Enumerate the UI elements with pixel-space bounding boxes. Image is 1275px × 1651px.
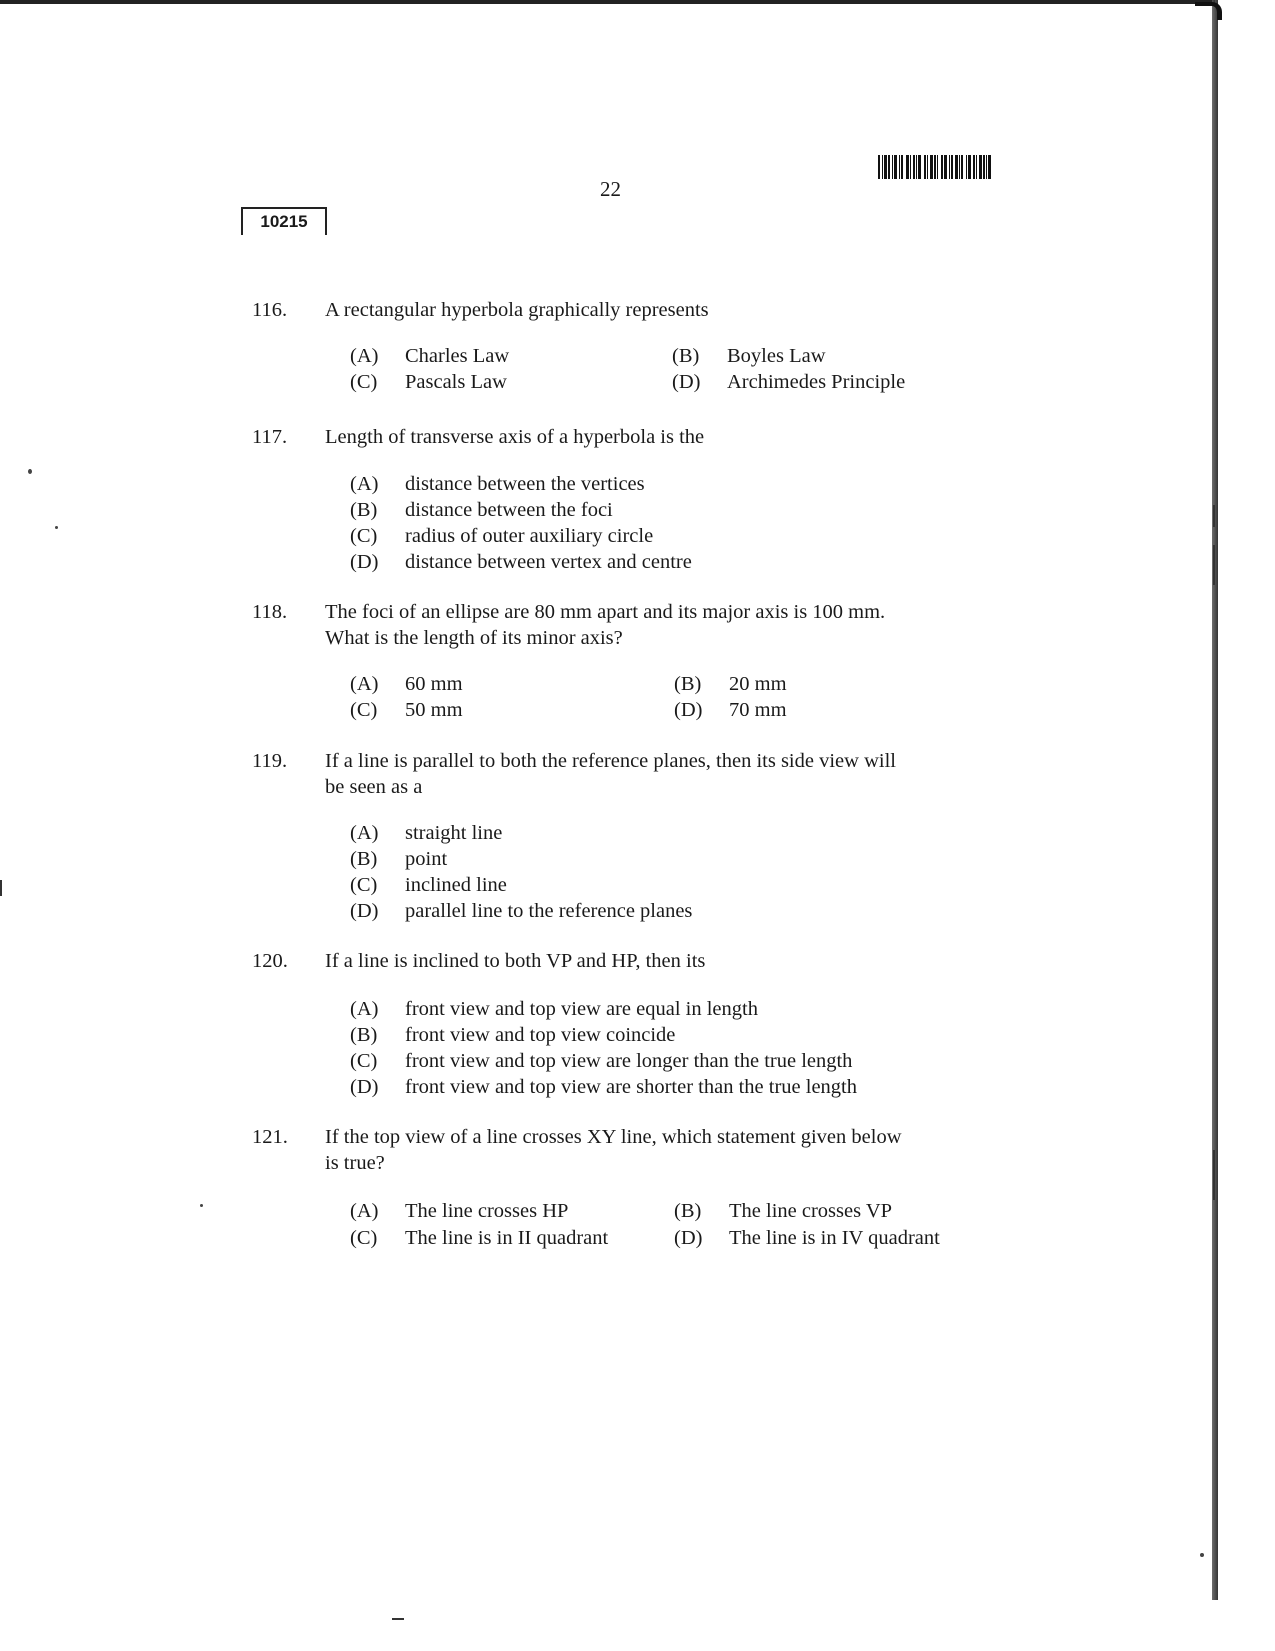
question-number: 120. (252, 950, 288, 972)
option-label: (D) (350, 900, 379, 922)
option-label: (D) (350, 551, 379, 573)
option-label: (B) (350, 1024, 378, 1046)
option-label: (B) (350, 848, 378, 870)
option-text: 70 mm (729, 699, 787, 721)
option-a[interactable] (350, 820, 502, 846)
scan-speck (1200, 1553, 1204, 1557)
barcode-icon (878, 155, 1019, 179)
question-number: 117. (252, 426, 288, 448)
option-text: Pascals Law (405, 371, 507, 393)
option-d[interactable] (674, 697, 787, 723)
option-text: inclined line (405, 874, 507, 896)
option-label: (A) (350, 345, 379, 367)
option-text: parallel line to the reference planes (405, 900, 693, 922)
option-text: distance between the foci (405, 499, 613, 521)
scan-speck (200, 1204, 203, 1207)
option-label: (A) (350, 998, 379, 1020)
option-text: 20 mm (729, 673, 787, 695)
option-text: point (405, 848, 448, 870)
option-text: The line is in II quadrant (405, 1227, 609, 1249)
scan-speck (55, 526, 58, 529)
option-d[interactable] (350, 1074, 857, 1100)
option-text: The line is in IV quadrant (729, 1227, 940, 1249)
page-corner-fold (1195, 2, 1222, 20)
option-label: (A) (350, 822, 379, 844)
scan-mark (0, 880, 2, 896)
question-text-line-1: The foci of an ellipse are 80 mm apart and its major axis is 100 mm. (325, 601, 886, 623)
option-text: Boyles Law (727, 345, 826, 367)
paper-code: 10215 (241, 207, 327, 235)
option-a[interactable] (350, 1198, 568, 1224)
right-edge-shadow (1212, 0, 1218, 1600)
option-label: (D) (674, 1227, 703, 1249)
option-label: (B) (672, 345, 700, 367)
option-text: radius of outer auxiliary circle (405, 525, 654, 547)
question-text: If a line is inclined to both VP and HP, then its (325, 950, 706, 972)
option-text: Archimedes Principle (727, 371, 906, 393)
option-b[interactable] (674, 671, 787, 697)
option-text: front view and top view are longer than the true length (405, 1050, 853, 1072)
option-b[interactable] (350, 497, 613, 523)
option-label: (B) (674, 673, 702, 695)
option-d[interactable] (674, 1225, 940, 1251)
question-number: 119. (252, 750, 288, 772)
option-label: (D) (672, 371, 701, 393)
option-text: front view and top view are shorter than the true length (405, 1076, 857, 1098)
option-d[interactable] (350, 549, 692, 575)
option-c[interactable] (350, 1225, 608, 1251)
option-label: (C) (350, 1227, 378, 1249)
option-a[interactable] (350, 471, 645, 497)
option-c[interactable] (350, 872, 507, 898)
option-label: (B) (674, 1200, 702, 1222)
option-c[interactable] (350, 369, 507, 395)
option-label: (A) (350, 673, 379, 695)
option-label: (C) (350, 525, 378, 547)
scan-mark (1213, 505, 1215, 527)
page-number: 22 (600, 177, 621, 201)
question-number: 121. (252, 1126, 288, 1148)
top-edge-line (0, 0, 1215, 4)
option-d[interactable] (350, 898, 692, 924)
option-b[interactable] (350, 846, 447, 872)
option-b[interactable] (350, 1022, 675, 1048)
option-label: (A) (350, 473, 379, 495)
option-a[interactable] (350, 671, 463, 697)
option-a[interactable] (350, 343, 509, 369)
option-label: (A) (350, 1200, 379, 1222)
option-label: (D) (674, 699, 703, 721)
option-text: The line crosses HP (405, 1200, 569, 1222)
option-label: (B) (350, 499, 378, 521)
option-text: front view and top view coincide (405, 1024, 676, 1046)
option-label: (C) (350, 371, 378, 393)
question-number: 118. (252, 601, 288, 623)
option-b[interactable] (674, 1198, 892, 1224)
option-a[interactable] (350, 996, 758, 1022)
option-label: (D) (350, 1076, 379, 1098)
scan-mark (1213, 545, 1215, 585)
question-text: Length of transverse axis of a hyperbola is the (325, 426, 705, 448)
scan-mark (1213, 1150, 1215, 1200)
option-text: 50 mm (405, 699, 463, 721)
option-c[interactable] (350, 1048, 852, 1074)
question-text-line-1: If a line is parallel to both the reference planes, then its side view will (325, 750, 896, 772)
option-label: (C) (350, 1050, 378, 1072)
scan-mark (392, 1618, 404, 1620)
option-b[interactable] (672, 343, 826, 369)
option-text: front view and top view are equal in length (405, 998, 758, 1020)
question-text-line-2: be seen as a (325, 776, 423, 798)
question-text: A rectangular hyperbola graphically represents (325, 299, 709, 321)
option-text: The line crosses VP (729, 1200, 893, 1222)
question-text-line-2: What is the length of its minor axis? (325, 627, 623, 649)
scan-speck (28, 469, 32, 474)
option-text: straight line (405, 822, 503, 844)
option-c[interactable] (350, 523, 653, 549)
option-text: distance between the vertices (405, 473, 645, 495)
question-text-line-2: is true? (325, 1152, 385, 1174)
question-text-line-1: If the top view of a line crosses XY line, which statement given below (325, 1126, 902, 1148)
option-label: (C) (350, 874, 378, 896)
question-number: 116. (252, 299, 288, 321)
option-text: Charles Law (405, 345, 510, 367)
option-c[interactable] (350, 697, 463, 723)
option-text: 60 mm (405, 673, 463, 695)
option-d[interactable] (672, 369, 905, 395)
option-text: distance between vertex and centre (405, 551, 692, 573)
option-label: (C) (350, 699, 378, 721)
